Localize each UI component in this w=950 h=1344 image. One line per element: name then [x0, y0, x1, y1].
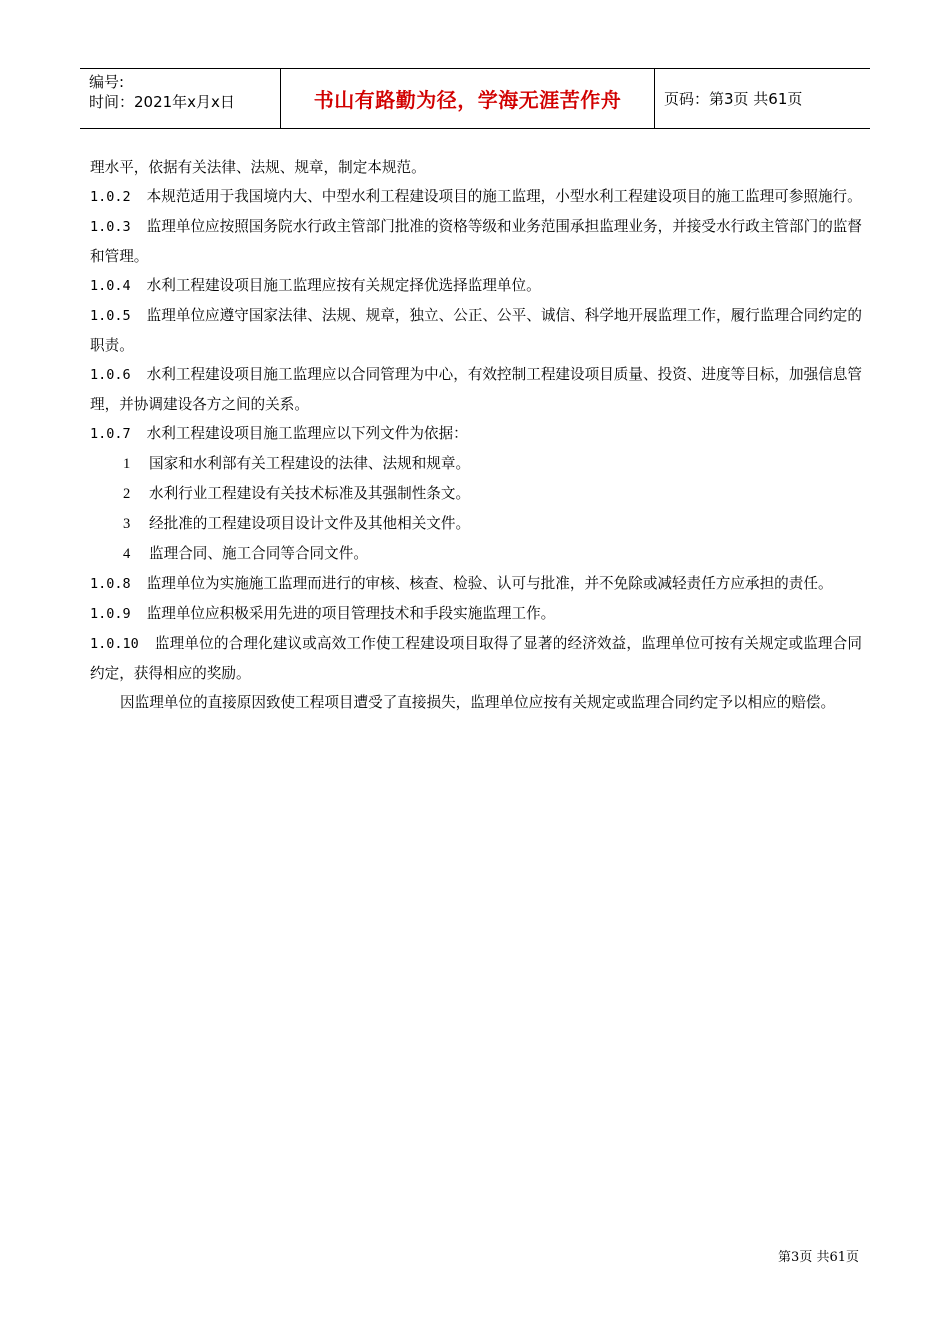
- clause-text: 监理单位为实施施工监理而进行的审核、核查、检验、认可与批准，并不免除或减轻责任方应承担的责任。: [146, 575, 833, 592]
- clause-1-0-8: [90, 569, 862, 599]
- clause-1-0-4: [90, 271, 862, 301]
- clause-text: 水利工程建设项目施工监理应以合同管理为中心，有效控制工程建设项目质量、投资、进度等目标，加强信息管理，并协调建设各方之间的关系。: [90, 366, 862, 413]
- document-date: 时间：2021年x月x日: [89, 93, 235, 111]
- clause-text: 监理单位应遵守国家法律、法规、规章，独立、公正、公平、诚信、科学地开展监理工作，履行监理合同约定的职责。: [90, 307, 862, 354]
- document-body: [90, 153, 862, 717]
- document-number-label: 编号:: [89, 73, 125, 91]
- closing-paragraph: 因监理单位的直接原因致使工程项目遭受了直接损失，监理单位应按有关规定或监理合同约定予以相应的赔偿。: [120, 694, 836, 711]
- clause-1-0-10: [90, 629, 862, 688]
- clause-number: 1.0.3: [90, 219, 131, 235]
- list-item: [90, 449, 862, 479]
- intro-paragraph: 理水平，依据有关法律、法规、规章，制定本规范。: [90, 159, 426, 176]
- clause-text: 监理单位应按照国务院水行政主管部门批准的资格等级和业务范围承担监理业务，并接受水行政主管部门的监督和管理。: [90, 218, 862, 265]
- clause-1-0-9: [90, 599, 862, 629]
- list-item-text: 经批准的工程建设项目设计文件及其他相关文件。: [149, 515, 471, 532]
- header-page-number: 页码：第3页 共61页: [664, 90, 803, 108]
- page-footer: 第3页 共61页: [778, 1250, 859, 1265]
- clause-number: 1.0.2: [90, 189, 131, 205]
- clause-1-0-7: [90, 419, 862, 449]
- header-motto: 书山有路勤为径，学海无涯苦作舟: [281, 69, 655, 128]
- clause-number: 1.0.6: [90, 367, 131, 383]
- clause-1-0-2: [90, 182, 862, 212]
- list-item: [90, 479, 862, 509]
- clause-number: 1.0.10: [90, 636, 139, 652]
- clause-number: 1.0.5: [90, 308, 131, 324]
- list-item: [90, 539, 862, 569]
- clause-1-0-6: [90, 360, 862, 419]
- clause-text: 监理单位的合理化建议或高效工作使工程建设项目取得了显著的经济效益，监理单位可按有关规定或监理合同约定，获得相应的奖励。: [90, 635, 862, 682]
- list-item-text: 监理合同、施工合同等合同文件。: [149, 545, 368, 562]
- clause-text: 监理单位应积极采用先进的项目管理技术和手段实施监理工作。: [146, 605, 556, 622]
- list-item-text: 国家和水利部有关工程建设的法律、法规和规章。: [149, 455, 471, 472]
- page-header: [80, 68, 870, 129]
- list-item-number: 3: [123, 516, 131, 532]
- clause-number: 1.0.4: [90, 278, 131, 294]
- clause-1-0-3: [90, 212, 862, 271]
- header-meta: [80, 69, 281, 128]
- clause-text: 水利工程建设项目施工监理应以下列文件为依据：: [146, 425, 468, 442]
- clause-text: 水利工程建设项目施工监理应按有关规定择优选择监理单位。: [146, 277, 541, 294]
- list-item-number: 4: [123, 546, 131, 562]
- list-item-text: 水利行业工程建设有关技术标准及其强制性条文。: [149, 485, 471, 502]
- list-item: [90, 509, 862, 539]
- clause-text: 本规范适用于我国境内大、中型水利工程建设项目的施工监理，小型水利工程建设项目的施工监理可参照施行。: [146, 188, 862, 205]
- list-item-number: 2: [123, 486, 131, 502]
- clause-1-0-5: [90, 301, 862, 360]
- list-item-number: 1: [123, 456, 131, 472]
- clause-number: 1.0.9: [90, 606, 131, 622]
- clause-number: 1.0.7: [90, 426, 131, 442]
- clause-number: 1.0.8: [90, 576, 131, 592]
